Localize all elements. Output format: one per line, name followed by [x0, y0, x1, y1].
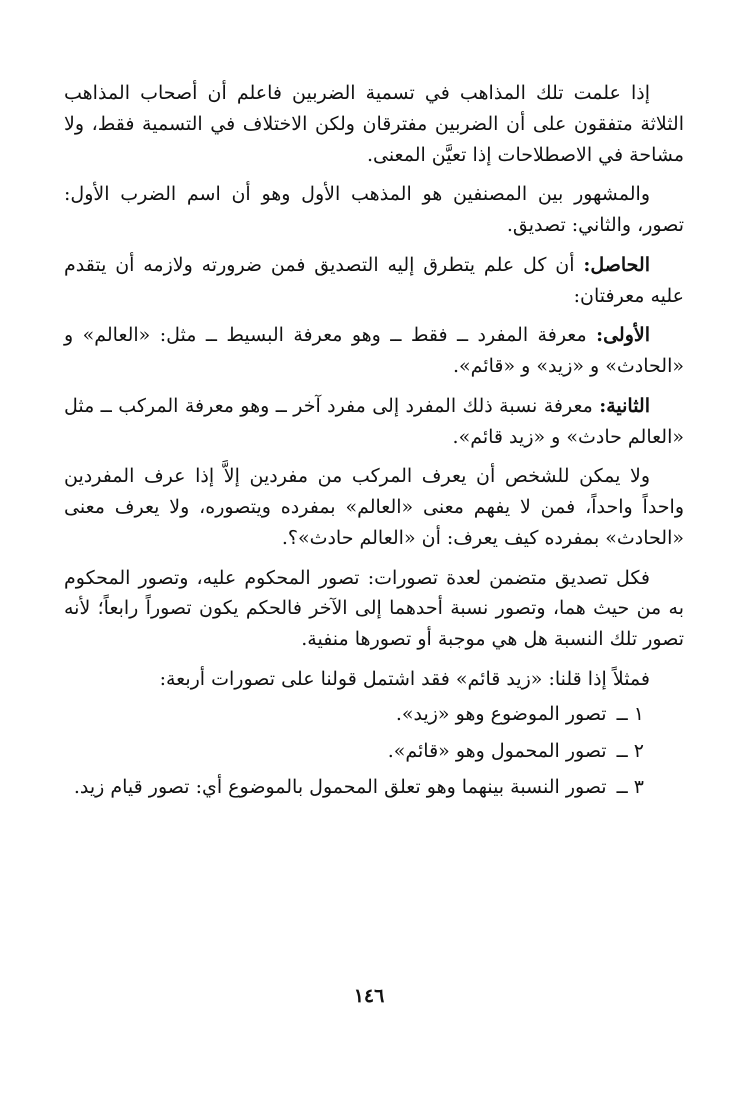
- list-item: [64, 772, 684, 803]
- paragraph-3-text: أن كل علم يتطرق إليه التصديق فمن ضرورته ولازمه أن يتقدم عليه معرفتان:: [64, 253, 684, 307]
- paragraph-6: ولا يمكن للشخص أن يعرف المركب من مفردين إلاَّ إذا عرف المفردين واحداً واحداً، فمن لا يفهم معنى «العالم» بمفرده ويتصوره، ولا يعرف معنى «الحادث» بمفرده كيف يعرف: أن «العالم حادث»؟.: [64, 465, 684, 549]
- page-body: [64, 78, 684, 809]
- list-item: [64, 736, 684, 767]
- list-item: [64, 699, 684, 730]
- list-text: تصور الموضوع وهو «زيد».: [395, 702, 607, 725]
- paragraph-5-text: معرفة نسبة ذلك المفرد إلى مفرد آخر ــ وهو معرفة المركب ــ مثل «العالم حادث» و «زيد قائم».: [64, 394, 684, 448]
- list-number: ١ ــ: [616, 702, 644, 725]
- paragraph-8: فمثلاً إذا قلنا: «زيد قائم» فقد اشتمل قولنا على تصورات أربعة:: [159, 668, 650, 691]
- paragraph-5: [64, 391, 684, 453]
- label-hasil: الحاصل:: [583, 253, 650, 276]
- paragraph-1: إذا علمت تلك المذاهب في تسمية الضربين فاعلم أن أصحاب المذاهب الثلاثة متفقون على أن الضربين مفترقان ولكن الاختلاف في التسمية فقط، ولا مشاحة في الاصطلاحات إذا تعيَّن المعنى.: [64, 82, 684, 166]
- list-number: ٣ ــ: [616, 776, 644, 799]
- paragraph-4: [64, 320, 684, 382]
- paragraph-7: فكل تصديق متضمن لعدة تصورات: تصور المحكوم عليه، وتصور المحكوم به من حيث هما، وتصور نسبة أحدهما إلى الآخر فالحكم يكون تصوراً رابعاً؛ لأنه تصور تلك النسبة هل هي موجبة أو تصورها منفية.: [64, 566, 684, 651]
- paragraph-2: والمشهور بين المصنفين هو المذهب الأول وهو أن اسم الضرب الأول: تصور، والثاني: تصديق.: [64, 183, 684, 237]
- label-ula: الأولى:: [596, 324, 650, 347]
- label-thaniya: الثانية:: [599, 394, 650, 417]
- list-text: تصور المحمول وهو «قائم».: [387, 739, 607, 762]
- list-number: ٢ ــ: [616, 739, 644, 762]
- paragraph-4-text: معرفة المفرد ــ فقط ــ وهو معرفة البسيط ــ مثل: «العالم» و «الحادث» و «زيد» و «قائم».: [64, 324, 684, 378]
- list-text: تصور النسبة بينهما وهو تعلق المحمول بالموضوع أي: تصور قيام زيد.: [73, 776, 607, 799]
- paragraph-3: [64, 250, 684, 312]
- page-number: ١٤٦: [353, 985, 385, 1007]
